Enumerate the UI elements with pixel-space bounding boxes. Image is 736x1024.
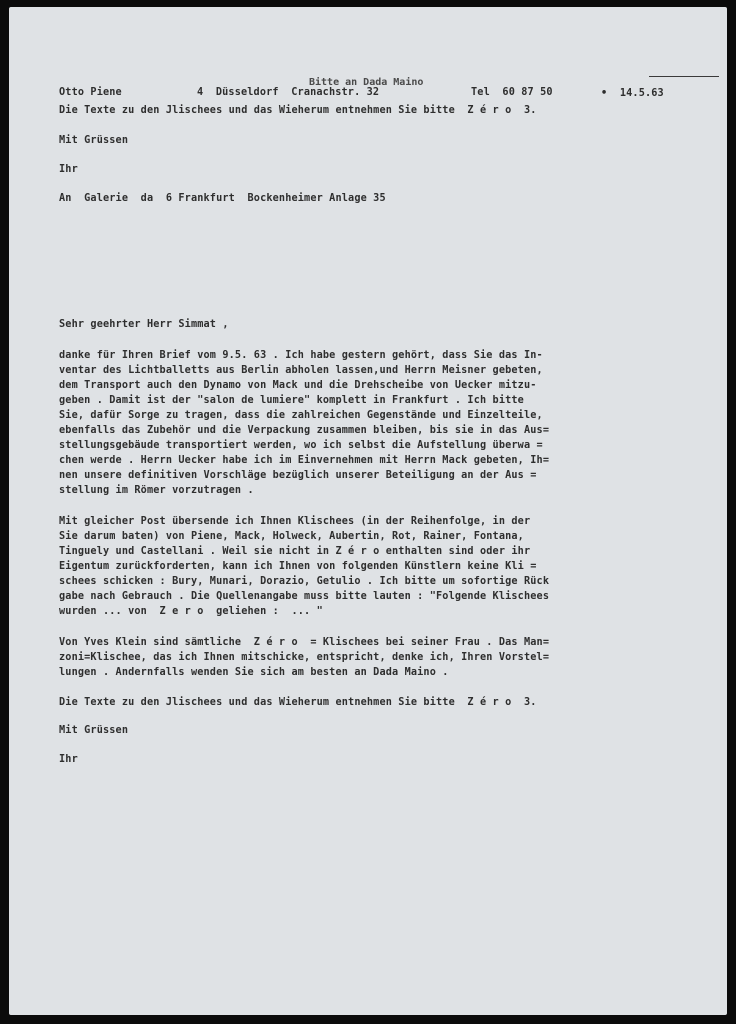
body-line: schees schicken : Bury, Munari, Dorazio, Getulio . Ich bitte um sofortige Rück	[59, 576, 550, 587]
body-line: zoni=Klischee, das ich Ihnen mitschicke, entspricht, denke ich, Ihren Vorstel=	[59, 652, 550, 663]
sender-name: Otto Piene	[59, 87, 122, 98]
body-line: gabe nach Gebrauch . Die Quellenangabe muss bitte lauten : "Folgende Klischees	[59, 591, 550, 602]
recipient-address: An Galerie da 6 Frankfurt Bockenheimer Anlage 35	[59, 193, 386, 204]
body-line: Von Yves Klein sind sämtliche Z é r o = Klischees bei seiner Frau . Das Man=	[59, 637, 550, 648]
body-line: ventar des Lichtballetts aus Berlin abholen lassen,und Herrn Meisner gebeten,	[59, 365, 543, 376]
body-line: nen unsere definitiven Vorschläge bezüglich unserer Beteiligung an der Aus =	[59, 470, 537, 481]
body-line: Sie, dafür Sorge zu tragen, dass die zahlreichen Gegenstände und Einzelteile,	[59, 410, 543, 421]
body-line: Eigentum zurückforderten, kann ich Ihnen von folgenden Künstlern keine Kli =	[59, 561, 537, 572]
paper-sheet	[9, 7, 727, 1015]
salutation: Sehr geehrter Herr Simmat ,	[59, 319, 229, 330]
closing-signoff: Ihr	[59, 754, 78, 765]
body-line: dem Transport auch den Dynamo von Mack und die Drehscheibe von Uecker mitzu-	[59, 380, 537, 391]
closing-greeting: Mit Grüssen	[59, 725, 129, 736]
body-line: wurden ... von Z e r o geliehen : ... "	[59, 606, 323, 617]
body-line: Mit gleicher Post übersende ich Ihnen Klischees (in der Reihenfolge, in der	[59, 516, 531, 527]
body-line: Tinguely und Castellani . Weil sie nicht in Z é r o enthalten sind oder ihr	[59, 546, 531, 557]
body-line: danke für Ihren Brief vom 9.5. 63 . Ich habe gestern gehört, dass Sie das In-	[59, 350, 543, 361]
body-line: Die Texte zu den Jlischees und das Wieherum entnehmen Sie bitte Z é r o 3.	[59, 697, 537, 708]
body-line: Sie darum baten) von Piene, Mack, Holweck, Aubertin, Rot, Rainer, Fontana,	[59, 531, 524, 542]
overtyped-text: Bitte an Dada Maino	[309, 77, 424, 88]
body-line: ebenfalls das Zubehör und die Verpackung zusammen bleiben, bis sie in das Aus=	[59, 425, 550, 436]
sender-address: 4 Düsseldorf Cranachstr. 32	[197, 87, 380, 98]
body-line: chen werde . Herrn Uecker habe ich im Einvernehmen mit Herrn Mack gebeten, Ih=	[59, 455, 550, 466]
body-line: stellung im Römer vorzutragen .	[59, 485, 254, 496]
strike-line	[649, 76, 719, 77]
body-line: stellungsgebäude transportiert werden, wo ich selbst die Aufstellung überwa =	[59, 440, 543, 451]
sender-phone: Tel 60 87 50	[471, 87, 553, 98]
body-line: geben . Damit ist der "salon de lumiere" komplett in Frankfurt . Ich bitte	[59, 395, 524, 406]
header-closing-greeting: Mit Grüssen	[59, 135, 129, 146]
header-closing-signoff: Ihr	[59, 164, 78, 175]
header-repeated-line: Die Texte zu den Jlischees und das Wieherum entnehmen Sie bitte Z é r o 3.	[59, 105, 537, 116]
letter-date: • 14.5.63	[601, 88, 664, 99]
body-line: lungen . Andernfalls wenden Sie sich am besten an Dada Maino .	[59, 667, 449, 678]
